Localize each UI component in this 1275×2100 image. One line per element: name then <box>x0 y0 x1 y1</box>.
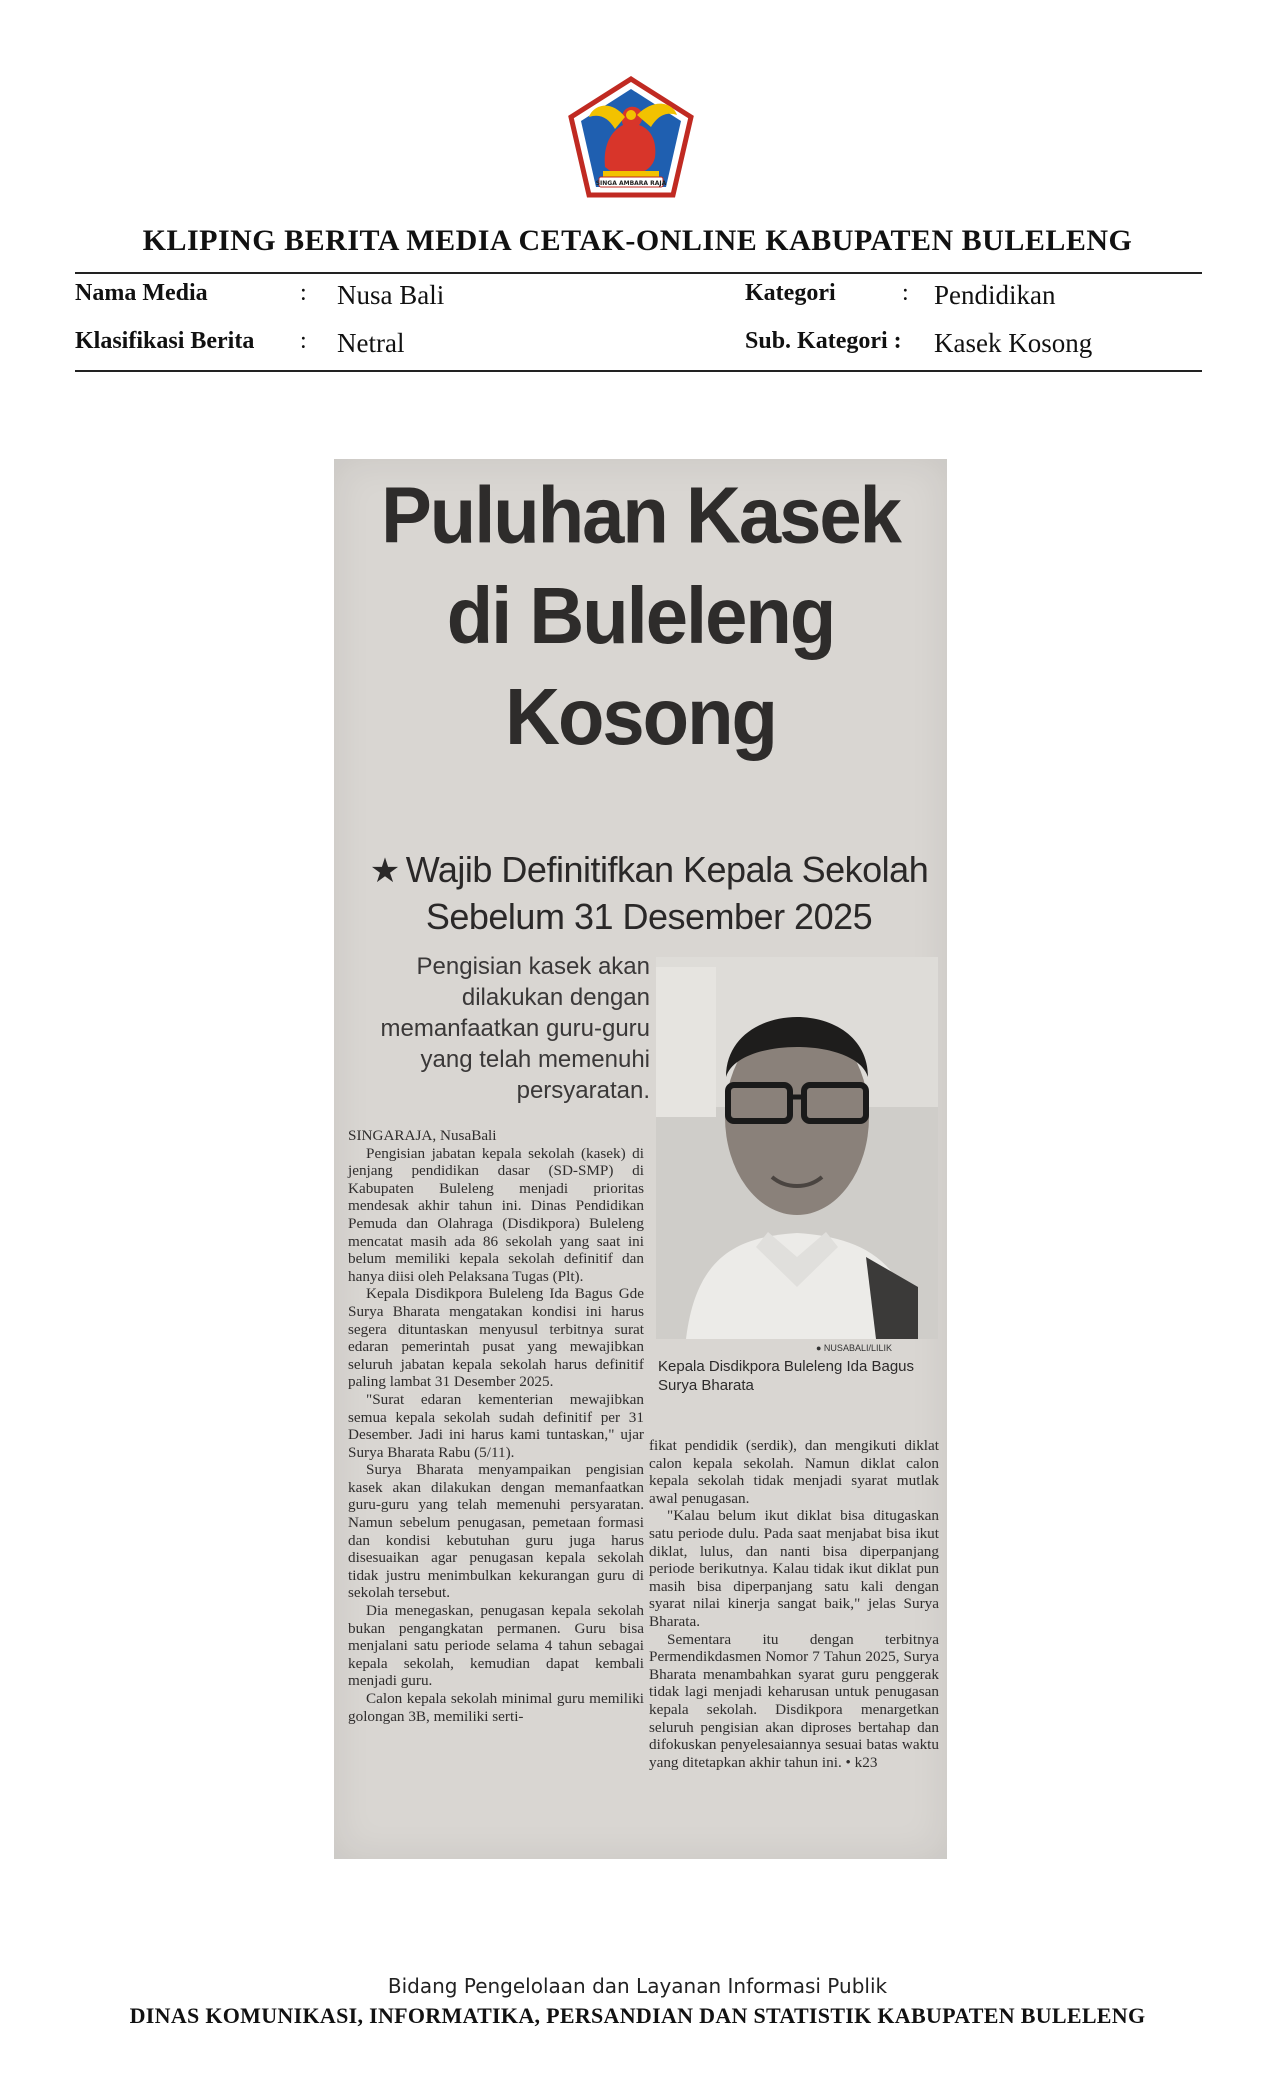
klasifikasi-value: Netral <box>337 328 405 358</box>
subhead-line-1: Wajib Definitifkan Kepala Sekolah <box>405 849 929 890</box>
article-headline <box>334 466 947 768</box>
header-divider-top <box>75 272 1202 274</box>
star-icon: ★ <box>369 852 400 890</box>
newspaper-clipping <box>334 459 947 1859</box>
article-paragraph: Sementara itu dengan terbitnya Permendikdasmen Nomor 7 Tahun 2025, Surya Bharata menambahkan syarat guru penggerak tidak lagi menjadi keharusan untuk penugasan kepala sekolah. Disdikpora menargetkan seluruh pengisian akan diproses bertahap dan difokuskan penyelesaiannya sesuai batas waktu yang ditetapkan akhir tahun ini. • k23 <box>649 1630 939 1771</box>
article-paragraph: Dia menegaskan, penugasan kepala sekolah bukan pengangkatan permanen. Guru bisa menjalani satu periode selama 4 tahun sebagai kepala sekolah, kemudian dapat kembali menjadi guru. <box>348 1602 644 1690</box>
article-paragraph: Surya Bharata menyampaikan pengisian kasek akan dilakukan dengan memanfaatkan guru-guru yang telah memenuhi persyaratan. Namun sebelum penugasan, pemetaan formasi dan kondisi kebutuhan guru juga harus disesuaikan agar penugasan kepala sekolah tidak justru menimbulkan kekurangan guru di sekolah tersebut. <box>348 1461 644 1602</box>
kategori-value: Pendidikan <box>934 280 1056 310</box>
logo-ribbon-text: SINGA AMBARA RAJA <box>595 180 667 187</box>
photo-caption: Kepala Disdikpora Buleleng Ida Bagus Surya Bharata <box>658 1358 915 1394</box>
article-paragraph: "Kalau belum ikut diklat bisa ditugaskan satu periode dulu. Pada saat menjabat bisa ikut diklat, lulus, dan nanti bisa diperpanjang periode berikutnya. Kalau tidak ikut diklat pun masih bisa diperpanjang satu kali dengan syarat nilai kinerja sangat baik," jelas Surya Bharata. <box>649 1507 939 1630</box>
article-paragraph: Calon kepala sekolah minimal guru memiliki golongan 3B, memiliki serti- <box>348 1690 644 1725</box>
nama-media-label: Nama Media <box>75 280 208 306</box>
klasifikasi-label: Klasifikasi Berita <box>75 328 255 354</box>
footer-agency: DINAS KOMUNIKASI, INFORMATIKA, PERSANDIAN DAN STATISTIK KABUPATEN BULELENG <box>129 2003 1146 2028</box>
article-subhead <box>354 847 944 940</box>
article-paragraph: Pengisian jabatan kepala sekolah (kasek) di jenjang pendidikan dasar (SD-SMP) di Kabupaten Buleleng menjadi prioritas mendesak akhir tahun ini. Dinas Pendidikan Pemuda dan Olahraga (Disdikpora) Buleleng mencatat masih ada 86 sekolah yang saat ini belum memiliki kepala sekolah definitif dan hanya diisi oleh Pelaksana Tugas (Plt). <box>348 1144 644 1285</box>
subhead-line-2: Sebelum 31 Desember 2025 <box>425 896 873 937</box>
article-paragraph: Kepala Disdikpora Buleleng Ida Bagus Gde Surya Bharata mengatakan kondisi ini harus segera dituntaskan menyusul terbitnya surat edaran pemerintah pusat yang mewajibkan seluruh jabatan kepala sekolah harus definitif paling lambat 31 Desember 2025. <box>348 1285 644 1391</box>
article-paragraph: "Surat edaran kementerian mewajibkan semua kepala sekolah sudah definitif per 31 Desember. Jadi ini harus kami tuntaskan," ujar Surya Bharata Rabu (5/11). <box>348 1390 644 1461</box>
headline-line-1: Puluhan Kasek <box>381 471 900 561</box>
headline-line-2: di Buleleng <box>446 571 835 662</box>
article-column-right <box>649 1437 939 1771</box>
portrait-image <box>656 957 938 1339</box>
klasifikasi-colon: : <box>300 328 307 354</box>
nama-media-value: Nusa Bali <box>337 280 445 310</box>
singa-ambara-raja-emblem <box>565 75 697 199</box>
article-lead: Pengisian kasek akan dilakukan dengan memanfaatkan guru-guru yang telah memenuhi persyaratan. <box>380 953 650 1104</box>
sub-kategori-label: Sub. Kategori : <box>745 328 902 354</box>
document-title: KLIPING BERITA MEDIA CETAK-ONLINE KABUPATEN BULELENG <box>142 224 1133 257</box>
photo-credit: ● NUSABALI/LILIK <box>816 1343 892 1353</box>
regency-logo <box>565 75 697 199</box>
header-divider-bottom <box>75 370 1202 372</box>
nama-media-colon: : <box>300 280 307 306</box>
headline-line-3: Kosong <box>505 672 776 762</box>
article-column-left <box>348 1127 644 1725</box>
article-paragraph: fikat pendidik (serdik), dan mengikuti diklat calon kepala sekolah. Namun diklat calon kepala sekolah tidak menjadi syarat mutlak awal penugasan. <box>649 1437 939 1507</box>
kategori-colon: : <box>902 280 909 306</box>
footer-department: Bidang Pengelolaan dan Layanan Informasi Publik <box>387 1974 888 1998</box>
kategori-label: Kategori <box>745 280 836 306</box>
photo-portrait <box>656 957 938 1339</box>
sub-kategori-value: Kasek Kosong <box>934 328 1093 358</box>
article-dateline: SINGARAJA, NusaBali <box>348 1127 497 1144</box>
